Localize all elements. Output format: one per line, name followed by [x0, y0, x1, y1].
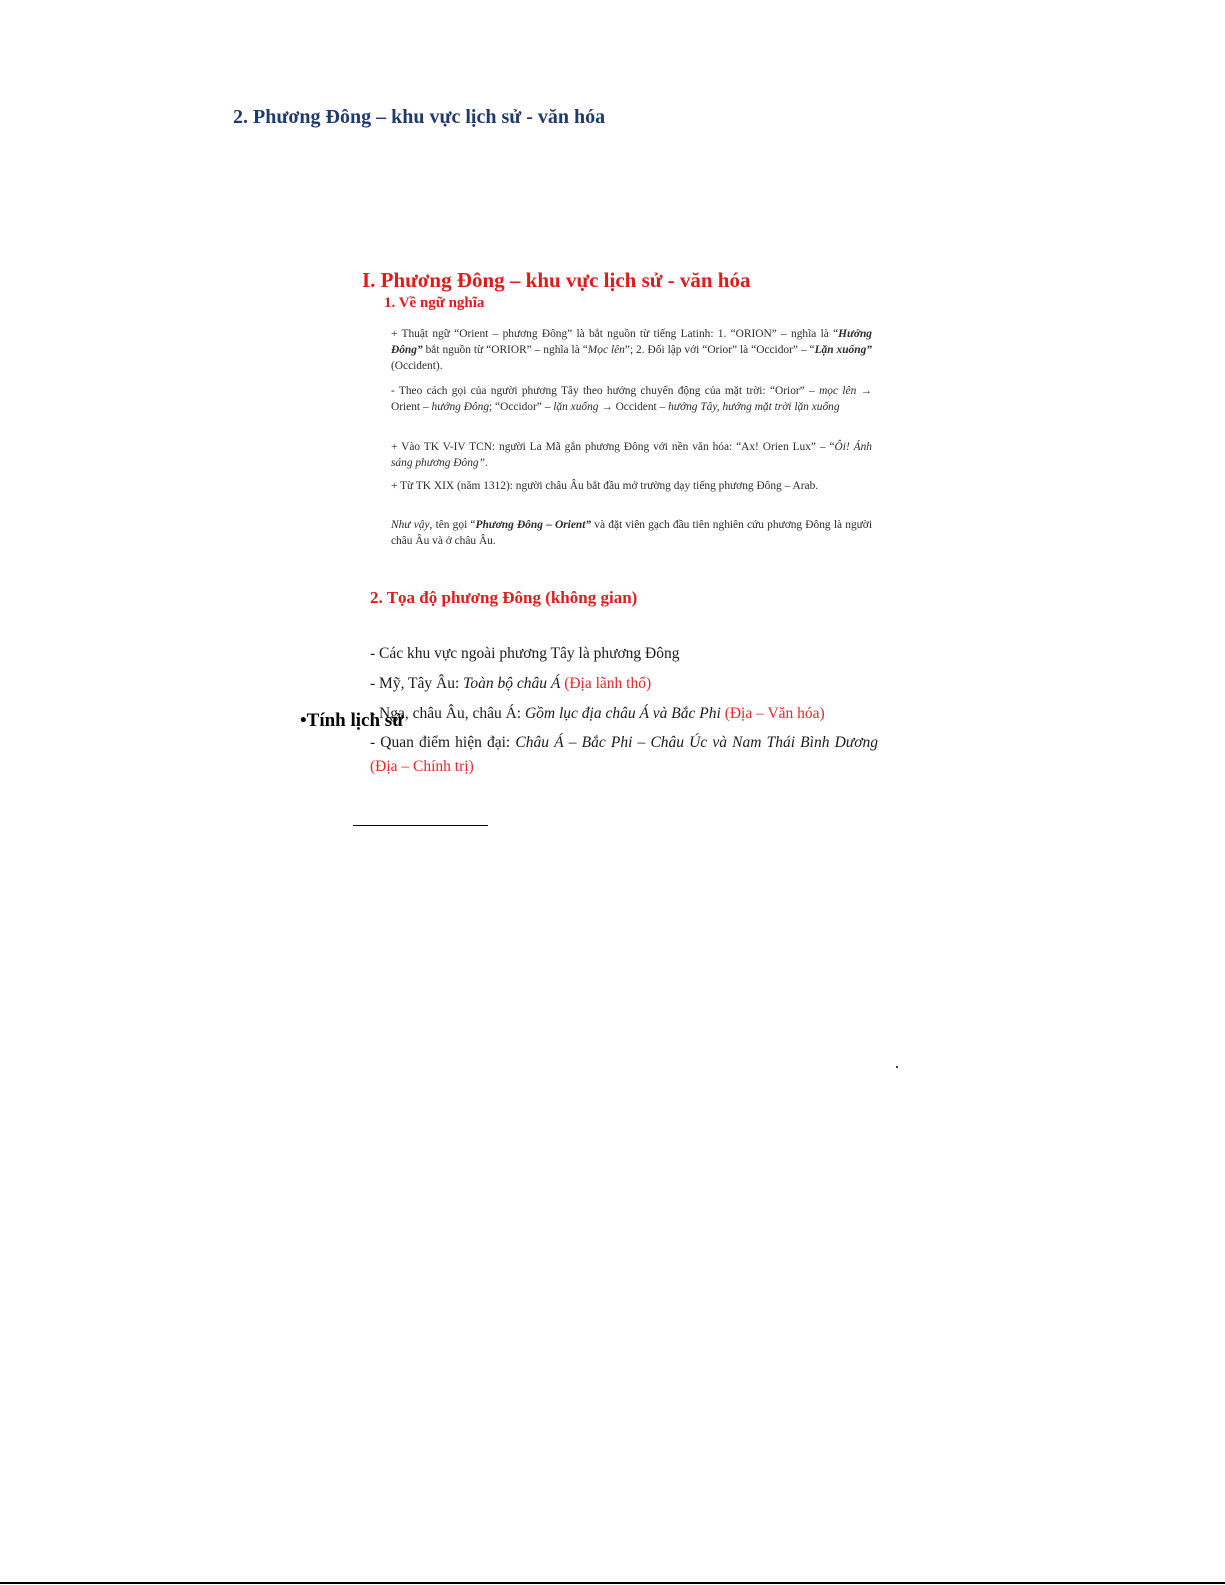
section-heading-coordinates: 2. Tọa độ phương Đông (không gian): [370, 588, 638, 607]
footnote-separator: [353, 825, 488, 826]
overlay-bullet-label: •Tính lịch sử: [300, 710, 404, 731]
paragraph-orient-term: + Thuật ngữ “Orient – phương Đông” là bắt nguồn từ tiếng Latinh: 1. “ORION” – nghĩa là “Hướng Đông” bắt nguồn từ “ORIOR” – nghĩa là “Mọc lên”; 2. Đối lập với “Orior” là “Occidor” – “Lặn xuống” (Occident).: [391, 328, 872, 372]
coordinate-line-3: - Nga, châu Âu, châu Á: Gồm lục địa châu Á và Bắc Phi (Địa – Văn hóa): [370, 705, 825, 722]
page-heading: 2. Phương Đông – khu vực lịch sử - văn hóa: [233, 106, 606, 128]
paragraph-western-naming: - Theo cách gọi của người phương Tây theo hướng chuyển động của mặt trời: “Orior” – mọc lên → Orient – hướng Đông; “Occidor” – lặn xuống → Occident – hướng Tây, hướng mặt trời lặn xuống: [391, 385, 872, 413]
section-heading-semantics: 1. Về ngữ nghĩa: [384, 295, 485, 311]
slide-title: I. Phương Đông – khu vực lịch sử - văn hóa: [362, 268, 751, 292]
coordinate-line-4: - Quan điểm hiện đại: Châu Á – Bắc Phi – Châu Úc và Nam Thái Bình Dương (Địa – Chính trị): [370, 734, 879, 775]
paragraph-19th-century: + Từ TK XIX (năm 1312): người châu Âu bắt đầu mở trường dạy tiếng phương Đông – Arab.: [391, 480, 819, 492]
paragraph-conclusion: Như vậy, tên gọi “Phương Đông – Orient” và đặt viên gạch đầu tiên nghiên cứu phương Đông là người châu Âu và ở châu Âu.: [391, 519, 872, 547]
paragraph-roman-period: + Vào TK V-IV TCN: người La Mã gắn phương Đông với nền văn hóa: “Ax! Orien Lux” – “Ôi! Ánh sáng phương Đông”.: [391, 441, 872, 469]
embedded-slide-image: [362, 262, 878, 792]
page-bottom-rule: [0, 1582, 1225, 1584]
stray-dot: [896, 1066, 898, 1068]
coordinate-line-1: - Các khu vực ngoài phương Tây là phương Đông: [370, 645, 680, 662]
coordinate-line-2: - Mỹ, Tây Âu: Toàn bộ châu Á (Địa lãnh thổ): [370, 675, 652, 692]
